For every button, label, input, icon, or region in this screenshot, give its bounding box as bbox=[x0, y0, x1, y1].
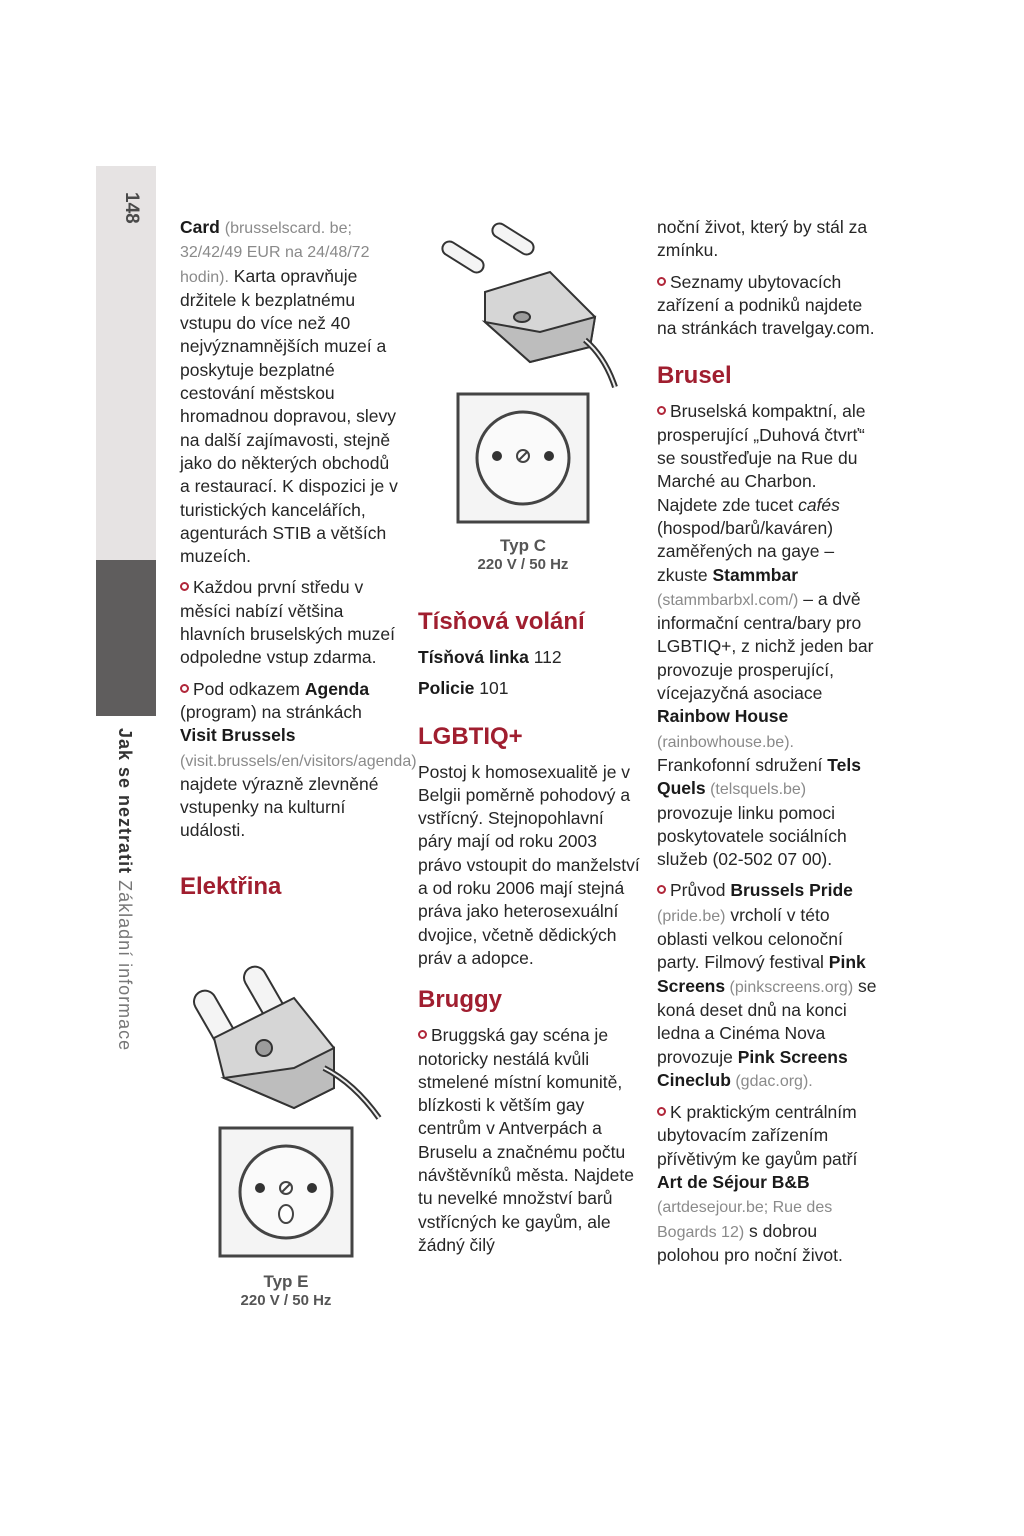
museum-paragraph bbox=[180, 576, 398, 669]
caption-type-c bbox=[456, 536, 590, 573]
heading-bruggy: Bruggy bbox=[418, 986, 502, 1014]
heading-lgbtiq: LGBTIQ+ bbox=[418, 722, 523, 750]
section-label-bold: Jak se neztratit bbox=[115, 728, 135, 875]
page-number: 148 bbox=[121, 192, 142, 224]
brusel-3-text-b: s dobrou polohou pro noční život. bbox=[657, 1220, 843, 1265]
stammbar-url: (stammbarbxl.com/) bbox=[657, 591, 799, 609]
bullet-icon bbox=[180, 684, 189, 693]
column-3 bbox=[657, 216, 879, 1275]
police-number: 101 bbox=[479, 678, 509, 699]
agenda-text-a: Pod odkazem bbox=[193, 678, 305, 699]
bruggy-paragraph bbox=[418, 1024, 640, 1257]
brusel-1-text-a: Bruselská kompaktní, ale prosperující „Duhová čtvrť“ se soustřeďuje na Rue du Marché au Charbon. Najdete zde tucet bbox=[657, 401, 866, 515]
cineclub-url: (gdac.org). bbox=[730, 1072, 813, 1090]
bullet-icon bbox=[657, 1107, 666, 1116]
caption-type-c-label: Typ C bbox=[500, 536, 546, 555]
socket-type-e-icon bbox=[218, 1126, 354, 1258]
plug-type-c-icon bbox=[430, 222, 620, 392]
brusel-3-text-a: K praktickým centrálním ubytovacím zařízením přívětivým ke gayům patří bbox=[657, 1102, 858, 1169]
caption-type-e bbox=[218, 1272, 354, 1309]
bruggy-continued: noční život, který by stál za zmínku. bbox=[657, 217, 868, 261]
brusel-2-text-a: Průvod bbox=[670, 880, 731, 901]
museum-text: Každou první středu v měsíci nabízí většina hlavních bruselských muzeí odpoledne vstup zdarma. bbox=[180, 577, 395, 668]
brusel-2-text-c: se koná deset dnů na konci ledna a Cinéma Nova provozuje bbox=[657, 975, 877, 1067]
bullet-icon bbox=[180, 582, 189, 591]
emergency-line bbox=[418, 646, 640, 669]
socket-type-c-icon bbox=[456, 392, 590, 524]
heading-elektrina: Elektřina bbox=[180, 872, 282, 900]
heading-tisnova: Tísňová volání bbox=[418, 608, 585, 635]
bullet-icon bbox=[657, 406, 666, 415]
agenda-text-c: najdete výrazně zlevněné vstupenky na kulturní události. bbox=[180, 773, 379, 841]
section-label-sub: Základní informace bbox=[115, 880, 135, 1052]
bullet-icon bbox=[657, 885, 666, 894]
plug-type-e-icon bbox=[184, 958, 384, 1128]
column-1 bbox=[180, 216, 417, 911]
agenda-text-b: (program) na stránkách bbox=[180, 701, 362, 722]
bullet-icon bbox=[657, 277, 666, 286]
caption-type-e-voltage: 220 V / 50 Hz bbox=[240, 1292, 332, 1309]
emergency-line-number: 112 bbox=[533, 647, 562, 667]
brussels-pride-term: Brussels Pride bbox=[730, 880, 853, 901]
pink-screens-term: Pink Screens bbox=[657, 952, 866, 996]
sidebar-tab-dark bbox=[96, 560, 156, 716]
brusel-1-text-b: (hospod/barů/kaváren) zaměřených na gaye – zkuste bbox=[657, 517, 835, 585]
lgbtiq-paragraph: Postoj k homosexualitě je v Belgii poměrně pohodový a vstřícný. Stejnopohlavní páry mají od roku 2003 právo vstoupit do manželství a od roku 2006 mají stejná práva jako heterosexuální dvojice, včetně dědických práv a adopce. bbox=[418, 761, 640, 968]
tels-quels-term: Tels Quels bbox=[657, 754, 861, 799]
brusel-1-text-c: – a dvě informační centra/bary pro LGBTIQ+, z nichž jeden bar provozuje prosperující, vícejazyčná asociace bbox=[657, 588, 874, 704]
police-label: Policie bbox=[418, 678, 475, 699]
bullet-icon bbox=[418, 1030, 427, 1039]
seznamy-paragraph bbox=[657, 271, 879, 341]
visit-brussels-term: Visit Brussels bbox=[180, 725, 296, 746]
seznamy-text: Seznamy ubytovacích zařízení a podniků najdete na stránkách travelgay.com. bbox=[657, 271, 875, 339]
cineclub-term: Pink Screens Cineclub bbox=[657, 1046, 848, 1090]
police-line bbox=[418, 677, 640, 700]
column-2 bbox=[418, 600, 640, 1265]
card-info: (brusselscard. be; 32/42/49 EUR na 24/48/72 hodin). bbox=[180, 220, 370, 286]
brusel-1-text-e: provozuje linku pomoci poskytovatele sociálních služeb (02-502 07 00). bbox=[657, 802, 847, 870]
card-paragraph bbox=[180, 216, 398, 568]
section-label bbox=[114, 728, 135, 1051]
pride-url: (pride.be) bbox=[657, 907, 726, 925]
brusel-paragraph-2 bbox=[657, 879, 879, 1093]
bruggy-text: Bruggská gay scéna je notoricky nestálá kvůli stmelené místní komunitě, blízkosti k větším gay centrům v Antverpách a Bruselu a značnému počtu návštěvníků města. Najdete tu nevelké množství barů vstřícných ke gayům, ale žádný čilý bbox=[418, 1025, 634, 1255]
art-de-sejour-term: Art de Séjour B&B bbox=[657, 1171, 810, 1192]
stammbar-term: Stammbar bbox=[712, 564, 799, 585]
caption-type-e-label: Typ E bbox=[263, 1272, 309, 1291]
brusel-2-text-b: vrcholí v této oblasti velkou celonoční party. Filmový festival bbox=[657, 904, 843, 973]
agenda-paragraph bbox=[180, 678, 417, 843]
rainbow-house-term: Rainbow House bbox=[657, 706, 789, 727]
caption-type-c-voltage: 220 V / 50 Hz bbox=[477, 556, 569, 573]
cafes-term: cafés bbox=[798, 494, 840, 515]
emergency-line-label: Tísňová linka bbox=[418, 647, 529, 667]
card-term: Card bbox=[180, 217, 220, 237]
agenda-term: Agenda bbox=[304, 678, 370, 699]
art-de-sejour-url: (artdesejour.be; Rue des Bogards 12) bbox=[657, 1199, 833, 1241]
card-text: Karta opravňuje držitele k bezplatnému vstupu do více než 40 nejvýznamnějších muzeí a poskytuje bezplatné cestování městskou hromadnou dopravou, slevy na další zajímavosti, stejně jako do některých obchodů a restaurací. K dispozici je v turistických kancelářích, agenturách STIB a větších muzeích. bbox=[180, 265, 398, 567]
brusel-paragraph-1 bbox=[657, 400, 879, 871]
brusel-paragraph-3 bbox=[657, 1101, 879, 1267]
pink-screens-url: (pinkscreens.org) bbox=[725, 978, 854, 996]
heading-brusel: Brusel bbox=[657, 362, 732, 390]
tels-quels-url: (telsquels.be) bbox=[705, 781, 807, 799]
rainbow-house-url: (rainbowhouse.be). bbox=[657, 733, 794, 751]
brusel-1-text-d: Frankofonní sdružení bbox=[657, 754, 828, 775]
agenda-url: (visit.brussels/en/visitors/agenda) bbox=[180, 752, 417, 770]
